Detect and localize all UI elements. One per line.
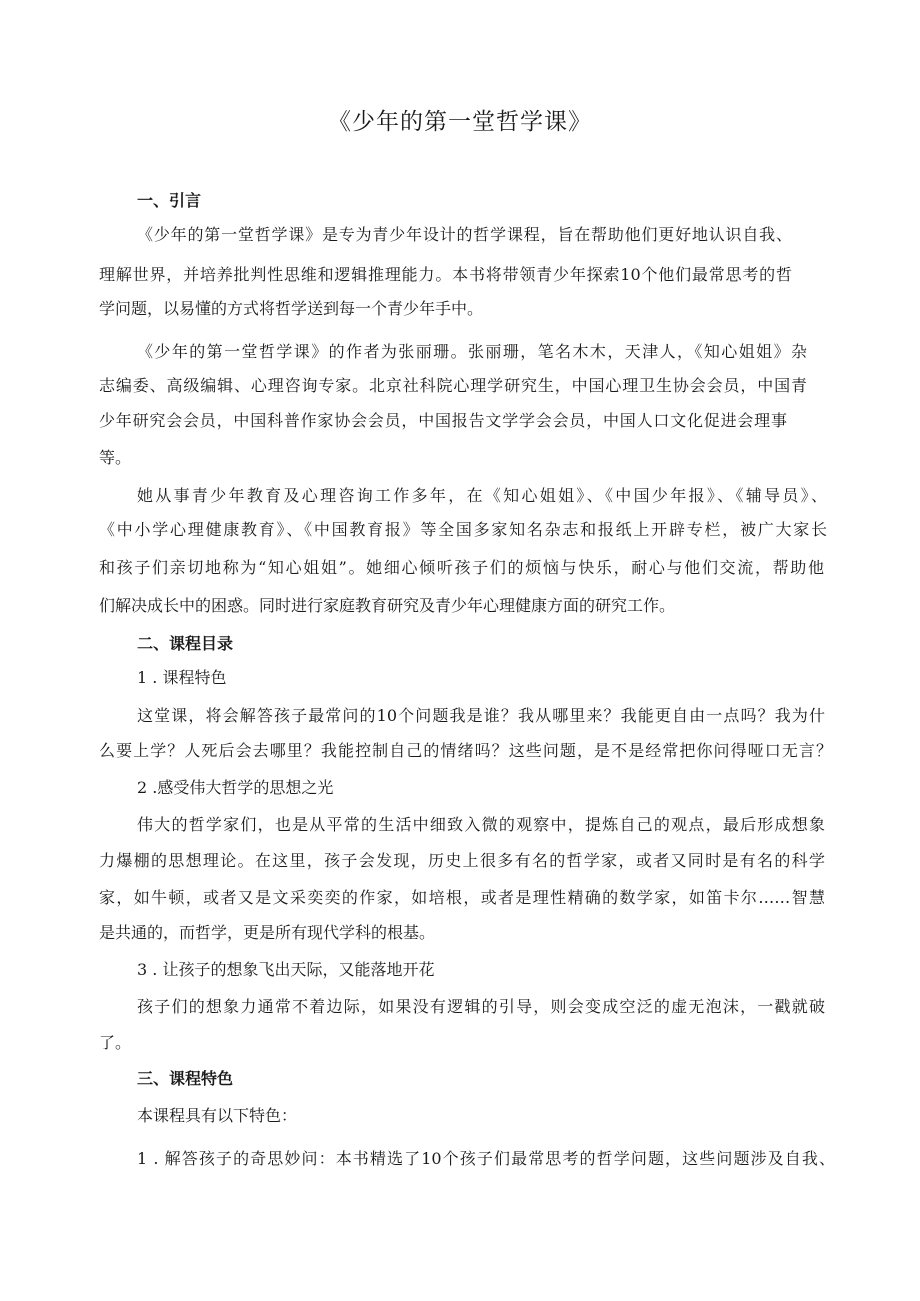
section-heading-features: 三、课程特色 [137, 1069, 234, 1088]
section-heading-intro: 一、引言 [137, 191, 202, 210]
paragraph-line: 和孩子们亲切地称为“知心姐姐”。她细心倾听孩子们的烦恼与快乐，耐心与他们交流，帮助他 [99, 558, 824, 577]
section-heading-catalog: 二、课程目录 [137, 634, 234, 653]
paragraph-line: 《少年的第一堂哲学课》是专为青少年设计的哲学课程，旨在帮助他们更好地认识自我、 [137, 225, 792, 244]
paragraph-line: 们解决成长中的困惑。同时进行家庭教育研究及青少年心理健康方面的研究工作。 [99, 596, 676, 615]
paragraph-line: 她从事青少年教育及心理咨询工作多年，在《知心姐姐》、《中国少年报》、《辅导员》、 [137, 486, 827, 505]
paragraph-line: 了。 [99, 1033, 132, 1052]
paragraph-line: 《中小学心理健康教育》、《中国教育报》等全国多家知名杂志和报纸上开辟专栏，被广大家长 [99, 520, 827, 539]
catalog-item-title: 3 . 让孩子的想象飞出天际，又能落地开花 [137, 960, 435, 979]
paragraph-line: 少年研究会会员，中国科普作家协会会员，中国报告文学学会会员，中国人口文化促进会理事 [99, 411, 787, 430]
catalog-item-title: 2 .感受伟大哲学的思想之光 [137, 778, 334, 797]
paragraph-line: 家，如牛顿，或者又是文采奕奕的作家，如培根，或者是理性精确的数学家，如笛卡尔……智慧 [99, 888, 825, 907]
paragraph-line: 《少年的第一堂哲学课》的作者为张丽珊。张丽珊，笔名木木，天津人，《知心姐姐》杂 [137, 342, 807, 361]
catalog-item-title: 1 . 课程特色 [137, 668, 227, 687]
paragraph-line: 么要上学？人死后会去哪里？我能控制自己的情绪吗？这些问题，是不是经常把你问得哑口无言？ [99, 741, 832, 760]
paragraph-line: 学问题，以易懂的方式将哲学送到每一个青少年手中。 [99, 299, 484, 318]
paragraph-line: 是共通的，而哲学，更是所有现代学科的根基。 [99, 923, 436, 942]
paragraph-line: 伟大的哲学家们，也是从平常的生活中细致入微的观察中，提炼自己的观点，最后形成想象 [137, 815, 825, 834]
paragraph-line: 等。 [99, 448, 132, 467]
document-title: 《少年的第一堂哲学课》 [328, 109, 592, 135]
paragraph-line: 理解世界，并培养批判性思维和逻辑推理能力。本书将带领青少年探索10个他们最常思考的哲 [99, 265, 792, 284]
paragraph-line: 这堂课，将会解答孩子最常问的10个问题我是谁？我从哪里来？我能更自由一点吗？我为什 [137, 706, 825, 725]
paragraph-line: 力爆棚的思想理论。在这里，孩子会发现，历史上很多有名的哲学家，或者又同时是有名的科学 [99, 851, 825, 870]
paragraph-line: 孩子们的想象力通常不着边际，如果没有逻辑的引导，则会变成空泛的虚无泡沫，一戳就破 [137, 997, 825, 1016]
paragraph-line: 本课程具有以下特色： [137, 1106, 298, 1125]
feature-item: 1 . 解答孩子的奇思妙问：本书精选了10个孩子们最常思考的哲学问题，这些问题涉及自我、 [137, 1149, 835, 1168]
paragraph-line: 志编委、高级编辑、心理咨询专家。北京社科院心理学研究生，中国心理卫生协会会员，中国青 [99, 376, 807, 395]
